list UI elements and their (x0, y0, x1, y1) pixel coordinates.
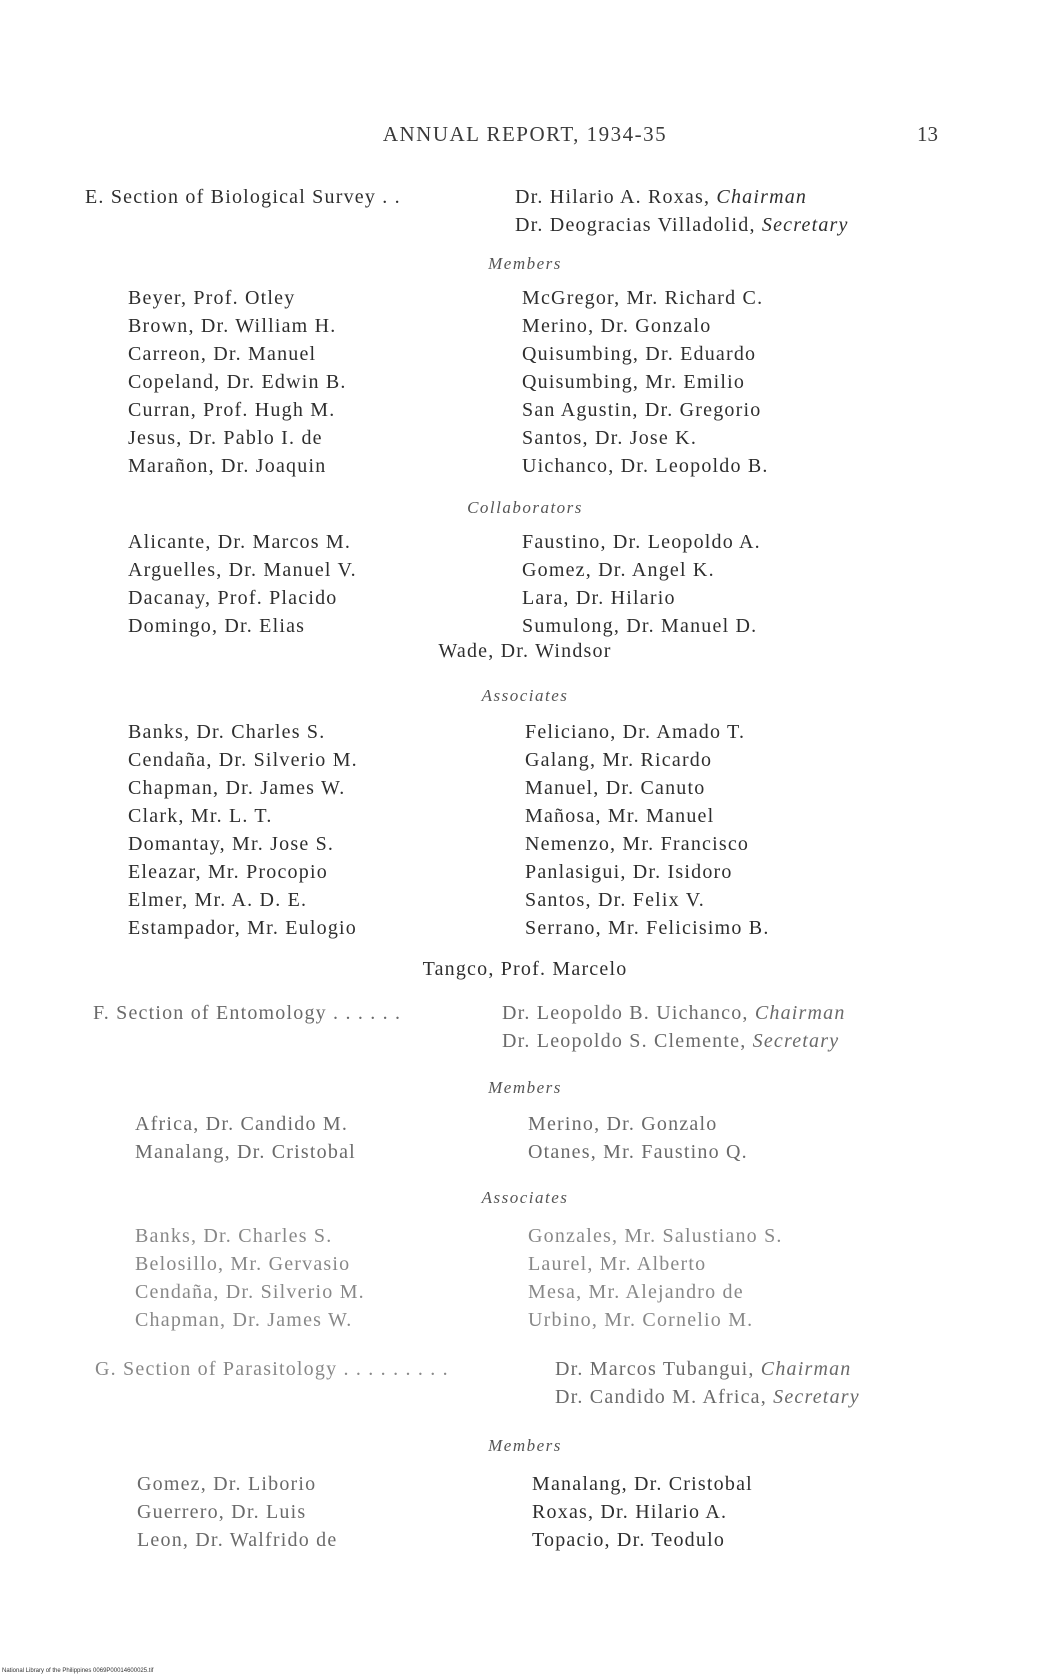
section-f-associates-label: Associates (481, 1188, 569, 1207)
section-e-collaborators-center: Wade, Dr. Windsor (438, 640, 612, 662)
list-item: Domingo, Dr. Elias (128, 615, 306, 637)
section-f-chairman (502, 1002, 846, 1025)
list-item: Galang, Mr. Ricardo (525, 749, 713, 771)
running-header (0, 122, 1050, 152)
list-item: Banks, Dr. Charles S. (128, 721, 326, 743)
list-item: Gonzales, Mr. Salustiano S. (528, 1225, 783, 1247)
list-item: Santos, Dr. Jose K. (522, 427, 698, 449)
list-item: Africa, Dr. Candido M. (135, 1113, 349, 1135)
section-e-members-left (128, 284, 347, 480)
section-g-chairman (555, 1358, 852, 1381)
list-item: Clark, Mr. L. T. (128, 805, 273, 827)
list-item: Leon, Dr. Walfrido de (137, 1529, 338, 1551)
section-g-members-right (532, 1470, 753, 1554)
list-item: Urbino, Mr. Cornelio M. (528, 1309, 754, 1331)
list-item: Lara, Dr. Hilario (522, 587, 676, 609)
list-item: Manalang, Dr. Cristobal (532, 1473, 753, 1495)
list-item: Marañon, Dr. Joaquin (128, 455, 327, 477)
list-item: Curran, Prof. Hugh M. (128, 399, 336, 421)
list-item: Quisumbing, Mr. Emilio (522, 371, 746, 393)
chairman-role: Chairman (760, 1358, 852, 1380)
section-e-secretary (515, 214, 849, 237)
section-f-associates-right (528, 1222, 783, 1334)
section-e-associates-label: Associates (481, 686, 569, 705)
list-item: Otanes, Mr. Faustino Q. (528, 1141, 748, 1163)
list-item: Sumulong, Dr. Manuel D. (522, 615, 758, 637)
list-item: Eleazar, Mr. Procopio (128, 861, 328, 883)
list-item: Quisumbing, Dr. Eduardo (522, 343, 757, 365)
list-item: Gomez, Dr. Angel K. (522, 559, 715, 581)
list-item: Topacio, Dr. Teodulo (532, 1529, 726, 1551)
section-e-heading: E. Section of Biological Survey . . (85, 186, 401, 208)
chairman-name: Dr. Hilario A. Roxas, (515, 186, 711, 208)
section-e-collaborators-label: Collaborators (467, 498, 583, 517)
list-item: Chapman, Dr. James W. (128, 777, 346, 799)
list-item: McGregor, Mr. Richard C. (522, 287, 764, 309)
list-item: Beyer, Prof. Otley (128, 287, 296, 309)
list-item: Arguelles, Dr. Manuel V. (128, 559, 357, 581)
section-e-associates-right (525, 718, 770, 942)
chairman-name: Dr. Leopoldo B. Uichanco, (502, 1002, 749, 1024)
section-f-members-right (528, 1110, 748, 1166)
list-item: Gomez, Dr. Liborio (137, 1473, 317, 1495)
list-item: Feliciano, Dr. Amado T. (525, 721, 746, 743)
list-item: Estampador, Mr. Eulogio (128, 917, 357, 939)
list-item: Dacanay, Prof. Placido (128, 587, 338, 609)
list-item: Uichanco, Dr. Leopoldo B. (522, 455, 769, 477)
section-e-associates-center: Tangco, Prof. Marcelo (422, 958, 628, 980)
secretary-name: Dr. Candido M. Africa, (555, 1386, 767, 1408)
list-item: Merino, Dr. Gonzalo (522, 315, 712, 337)
list-item: Manalang, Dr. Cristobal (135, 1141, 356, 1163)
section-e-collaborators-left (128, 528, 357, 640)
list-item: Faustino, Dr. Leopoldo A. (522, 531, 761, 553)
list-item: Merino, Dr. Gonzalo (528, 1113, 718, 1135)
list-item: San Agustin, Dr. Gregorio (522, 399, 762, 421)
list-item: Laurel, Mr. Alberto (528, 1253, 707, 1275)
secretary-role: Secretary (761, 214, 849, 236)
list-item: Jesus, Dr. Pablo I. de (128, 427, 323, 449)
list-item: Carreon, Dr. Manuel (128, 343, 317, 365)
section-g-secretary (555, 1386, 860, 1409)
secretary-role: Secretary (752, 1030, 840, 1052)
section-g-members-left (137, 1470, 337, 1554)
list-item: Elmer, Mr. A. D. E. (128, 889, 308, 911)
list-item: Alicante, Dr. Marcos M. (128, 531, 352, 553)
section-e-members-right (522, 284, 769, 480)
list-item: Santos, Dr. Felix V. (525, 889, 705, 911)
list-item: Roxas, Dr. Hilario A. (532, 1501, 728, 1523)
list-item: Brown, Dr. William H. (128, 315, 337, 337)
secretary-name: Dr. Deogracias Villadolid, (515, 214, 756, 236)
section-f-members-left (135, 1110, 356, 1166)
section-e-collaborators-right (522, 528, 761, 640)
list-item: Copeland, Dr. Edwin B. (128, 371, 347, 393)
report-title: ANNUAL REPORT, 1934-35 (382, 122, 668, 146)
secretary-role: Secretary (773, 1386, 860, 1408)
section-g-members-label: Members (488, 1436, 562, 1455)
section-f-members-label: Members (488, 1078, 562, 1097)
list-item: Domantay, Mr. Jose S. (128, 833, 335, 855)
page-number: 13 (917, 122, 938, 146)
list-item: Banks, Dr. Charles S. (135, 1225, 333, 1247)
list-item: Nemenzo, Mr. Francisco (525, 833, 750, 855)
secretary-name: Dr. Leopoldo S. Clemente, (502, 1030, 747, 1052)
section-g-heading: G. Section of Parasitology . . . . . . . . . (95, 1358, 449, 1380)
section-e-associates-left (128, 718, 358, 942)
section-e-chairman (515, 186, 807, 209)
scan-footer: National Library of the Philippines 0069P00014600025.tif (2, 1668, 154, 1674)
list-item: Cendaña, Dr. Silverio M. (128, 749, 358, 771)
list-item: Manuel, Dr. Canuto (525, 777, 706, 799)
list-item: Panlasigui, Dr. Isidoro (525, 861, 733, 883)
list-item: Mesa, Mr. Alejandro de (528, 1281, 744, 1303)
list-item: Cendaña, Dr. Silverio M. (135, 1281, 365, 1303)
chairman-role: Chairman (716, 186, 808, 208)
list-item: Mañosa, Mr. Manuel (525, 805, 715, 827)
list-item: Belosillo, Mr. Gervasio (135, 1253, 351, 1275)
list-item: Guerrero, Dr. Luis (137, 1501, 307, 1523)
list-item: Serrano, Mr. Felicisimo B. (525, 917, 770, 939)
section-f-heading: F. Section of Entomology . . . . . . (93, 1002, 402, 1024)
section-f-secretary (502, 1030, 839, 1053)
section-e-members-label: Members (488, 254, 562, 273)
list-item: Chapman, Dr. James W. (135, 1309, 353, 1331)
chairman-name: Dr. Marcos Tubangui, (555, 1358, 755, 1380)
chairman-role: Chairman (754, 1002, 846, 1024)
section-f-associates-left (135, 1222, 365, 1334)
